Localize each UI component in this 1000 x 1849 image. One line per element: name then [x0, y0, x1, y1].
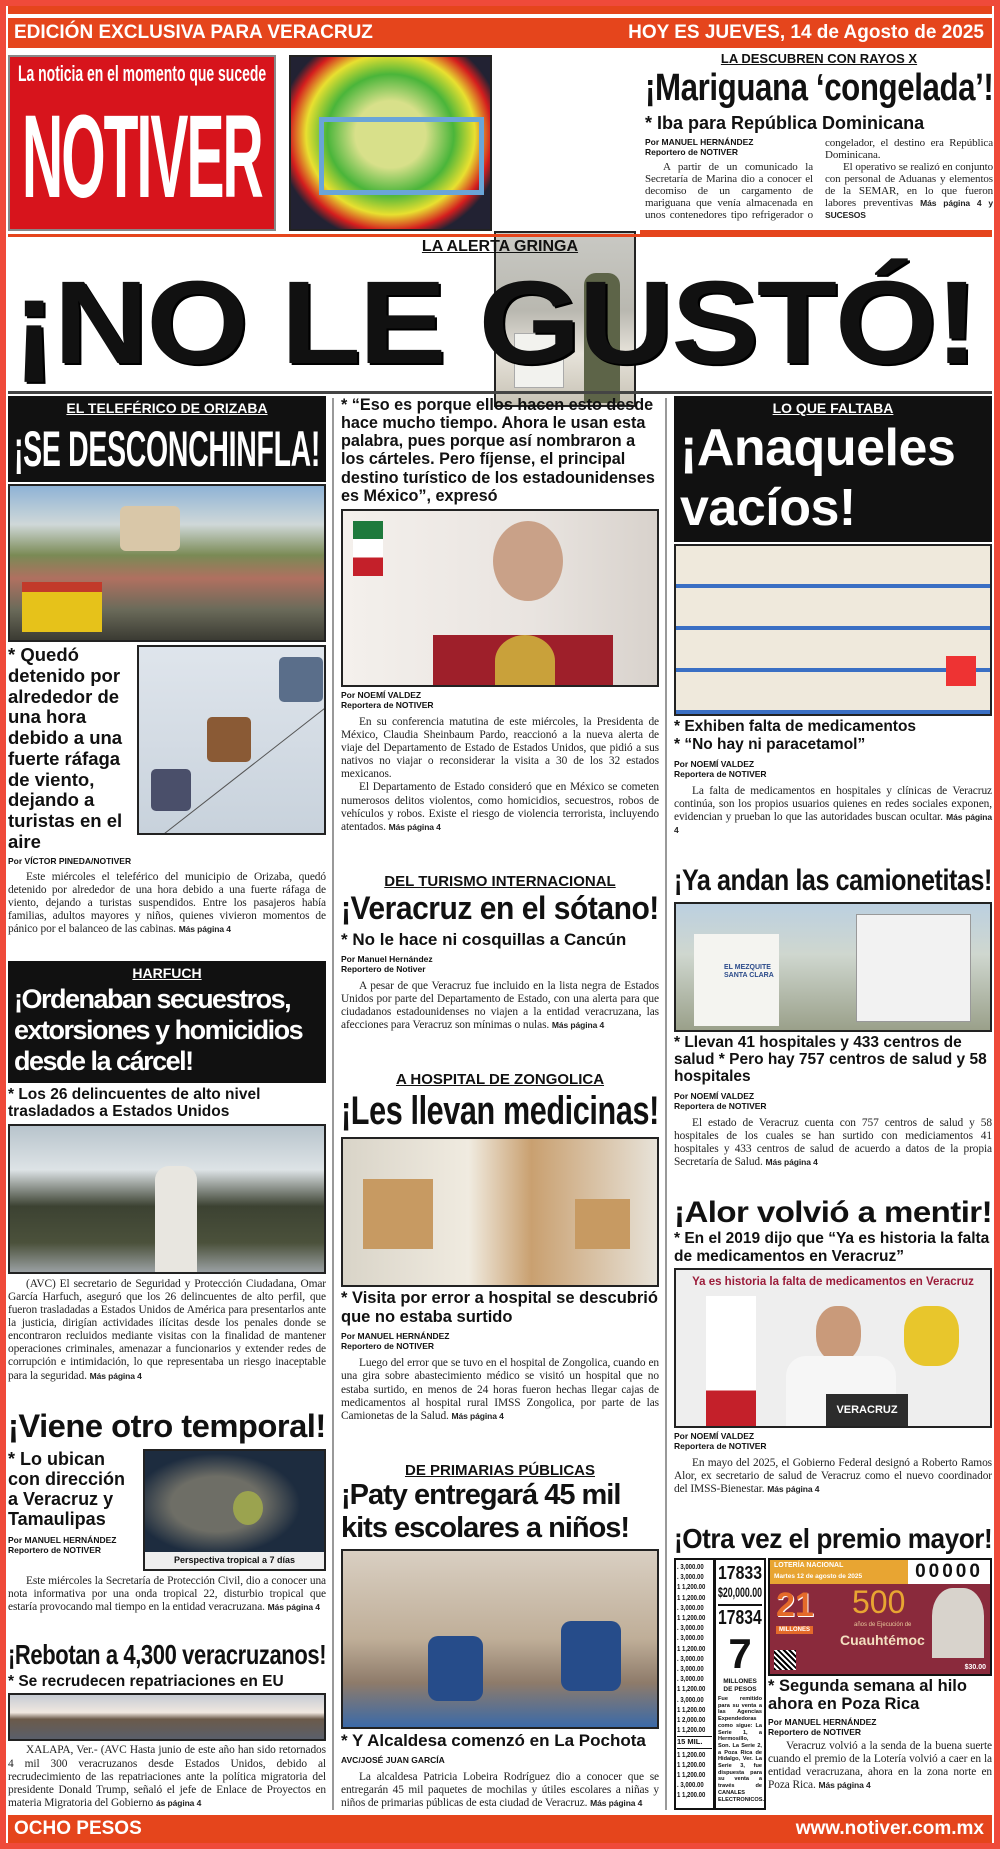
box — [363, 1179, 433, 1249]
footer-bar — [8, 1815, 992, 1843]
camionetitas-more-link[interactable]: Más página 4 — [765, 1157, 818, 1168]
empty-shelves-photo — [674, 544, 992, 716]
teleferico-kicker: EL TELEFÉRICO DE ORIZABA — [66, 400, 268, 416]
zongolica-byline: Por MANUEL HERNÁNDEZ — [341, 1331, 450, 1342]
turismo-body-text: A pesar de que Veracruz fue incluido en la lista negra de Estados Unidos por parte del Departamento de Estado, con una alerta para que ciudadanos estadounidenses no viajen a la entidad veracruzana, las afecciones para Veracruz son mínimas o nulas. — [341, 979, 659, 1032]
paty-kicker: DE PRIMARIAS PÚBLICAS — [404, 1461, 595, 1479]
teleferico-subhead: * Quedó detenido por alrededor de una hora debido a una fuerte ráfaga de viento, dejando a turistas en el aire — [8, 644, 123, 852]
sheinbaum-quote: * “Eso es porque ellos hacen esto desde hace mucho tiempo. Ahora le usan esta palabra, pues porque así nombraron a los cárteles. Pero fíjense, el principal destino turístico de los estadounidenses es México”, expresó — [341, 396, 655, 505]
anaqueles-subhead-2: * “No hay ni paracetamol” — [674, 735, 866, 753]
zongolica-photo — [341, 1137, 659, 1287]
lead-byline-role: Reportera de NOTIVER — [341, 699, 434, 710]
lead-body-2 — [341, 781, 659, 833]
lottery-result-row: . 3,000.00 — [677, 1653, 704, 1663]
detainee-figure — [155, 1166, 197, 1274]
temporal-subhead: * Lo ubican con dirección a Veracruz y Tamaulipas — [8, 1448, 126, 1529]
teleferico-photo — [8, 484, 326, 642]
gondola — [207, 717, 251, 762]
alor-byline-role: Reportera de NOTIVER — [674, 1440, 767, 1451]
lottery-result-row: . 3,000.00 — [677, 1561, 704, 1571]
disturbance-area — [233, 1491, 263, 1525]
anaqueles-header — [674, 396, 992, 542]
lottery-result-row: 1 1,200.00 — [677, 1684, 706, 1694]
harfuch-section — [8, 961, 326, 1383]
camionetitas-subhead: * Llevan 41 hospitales y 433 centros de salud * Pero hay 757 centros de salud y 58 hospitales — [674, 1033, 987, 1086]
truck — [856, 914, 971, 1022]
lottery-results — [677, 1562, 712, 1735]
red-box — [946, 656, 976, 686]
lottery-results-2 — [677, 1750, 712, 1801]
alor-headline[interactable]: ¡Alor volvió a mentir! — [674, 1195, 993, 1229]
alor-photo-caption: Ya es historia la falta de medicamentos en Veracruz — [692, 1275, 974, 1288]
cuauhtemoc-portrait — [932, 1588, 984, 1658]
xray-highlight — [319, 117, 484, 195]
lottery-results-list — [674, 1558, 714, 1810]
prize-2: 7 — [728, 1629, 752, 1677]
seal — [495, 635, 555, 687]
temporal-body-text: Este miércoles la Secretaría de Protección Civil, dio a conocer una nota informativa por una onda tropical 22, disturbio tropical que estaría provocando mal tiempo en la entidad veracruzana. — [8, 1574, 326, 1613]
turismo-byline: Por Manuel Hernández — [341, 953, 433, 964]
harfuch-subhead: * Los 26 delincuentes de alto nivel trasladados a Estados Unidos — [8, 1086, 261, 1121]
paty-photo — [341, 1549, 659, 1729]
harfuch-kicker: HARFUCH — [132, 965, 202, 982]
alor-body — [674, 1457, 992, 1496]
zongolica-more-link[interactable]: Más página 4 — [451, 1410, 504, 1421]
turismo-more-link[interactable]: Más página 4 — [551, 1020, 605, 1031]
ticket-draw-date: Martes 12 de agosto de 2025 — [774, 1572, 863, 1580]
rebotan-section — [8, 1639, 326, 1810]
lottery-result-row: 1 2,000.00 — [677, 1715, 706, 1725]
teleferico-byline: Por VÍCTOR PINEDA/NOTIVER — [8, 856, 132, 867]
lottery-result-row: . 3,000.00 — [677, 1602, 704, 1612]
lottery-ticket — [768, 1558, 992, 1676]
rebotan-headline[interactable]: ¡Rebotan a 4,300 veracruzanos! — [8, 1638, 327, 1670]
cable-station — [120, 506, 180, 551]
premio-body — [768, 1740, 992, 1792]
top-story-headline[interactable]: ¡Mariguana ‘congelada’! — [645, 66, 994, 109]
temporal-body — [8, 1575, 326, 1614]
temporal-byline: Por MANUEL HERNÁNDEZ — [8, 1535, 117, 1546]
tropical-map — [143, 1449, 326, 1571]
top-stripe — [8, 6, 992, 14]
flag — [353, 521, 383, 576]
camionetitas-headline[interactable]: ¡Ya andan las camionetitas! — [674, 864, 992, 898]
rebotan-subhead: * Se recrudecen repatriaciones en EU — [8, 1673, 284, 1691]
face — [493, 521, 563, 601]
premio-byline: Por MANUEL HERNÁNDEZ — [768, 1716, 877, 1727]
zongolica-headline[interactable]: ¡Les llevan medicinas! — [341, 1089, 659, 1134]
lead-byline: Por NOEMÍ VALDEZ — [341, 689, 422, 700]
anaqueles-subhead-1: * Exhiben falta de medicamentos — [674, 718, 917, 736]
lottery-result-row: 1 1,200.00 — [677, 1592, 706, 1602]
lottery-result-row: . 3,000.00 — [677, 1694, 704, 1704]
lottery-result-row: 1 1,200.00 — [677, 1790, 706, 1800]
alor-section — [674, 1196, 992, 1497]
camionetitas-byline-role: Reportera de NOTIVER — [674, 1100, 767, 1111]
logo-tagline: La noticia en el momento que sucede — [18, 61, 267, 86]
left-column — [8, 396, 326, 1810]
teleferico-more-link[interactable]: Más página 4 — [178, 923, 231, 934]
lottery-result-row: 1 1,200.00 — [677, 1759, 706, 1769]
zongolica-section — [341, 1071, 659, 1423]
teleferico-row — [8, 645, 326, 866]
turismo-body — [341, 980, 659, 1032]
headline-rule — [8, 391, 992, 394]
lottery-result-row: 1 1,200.00 — [677, 1613, 706, 1622]
lottery-result-row: . 3,000.00 — [677, 1664, 704, 1674]
lottery-result-row: . 3,000.00 — [677, 1623, 704, 1633]
top-story-byline-role: Reportero de NOTIVER — [645, 146, 739, 157]
top-story-more-link[interactable]: Más página 4 y SUCESOS — [825, 198, 993, 221]
premio-subhead: * Segunda semana al hilo ahora en Poza Rica — [768, 1676, 967, 1714]
rebotan-body-text: XALAPA, Ver.- (AVC Hasta junio de este año han sido retornados 4 mil 300 veracruzanos desde Estados Unidos, debido al recrudecimiento de las repatriaciones ante la política migratoria del presidente Donald Trump, señaló el jefe de Enlace de Proyectos en materia Migratoria del Gobierno — [8, 1744, 326, 1809]
logo[interactable] — [8, 55, 276, 231]
sheinbaum-photo — [341, 509, 659, 687]
harfuch-header — [8, 961, 326, 1083]
lead-body-2-text: El Departamento de Estado consideró que en México se cometen numerosos delitos violentos, como homicidios, secuestros, robos de vehículos y robos. Existe el riesgo de violencia terrorista, incluyendo atentados. — [341, 781, 659, 833]
camionetitas-body-text: El estado de Veracruz cuenta con 757 centros de salud y 58 hospitales de los cuales se han surtido con mediciamentos 41 hospitales y 433 centros de salud de acuerdo a datos de la propia Secretaría de Salud. — [674, 1116, 992, 1169]
backpack — [561, 1621, 621, 1691]
ticket-anniversary-text: años de Ejecución de — [854, 1621, 912, 1628]
teleferico-body-text: Este miércoles el teleférico del municipio de Orizaba, quedó detenido por alrededor de una hora debido a una fuerte ráfaga de viento, dejando a turistas suspendidos. Entre los pasajeros había familias, adultos mayores y niños, quienes vivieron momentos de pánico por el balanceo de las cabinas. — [8, 870, 326, 935]
paty-body — [341, 1771, 659, 1810]
alor-subhead: * En el 2019 dijo que “Ya es historia la falta de medicamentos en Veracruz” — [674, 1230, 990, 1265]
lottery-section-label: 15 MIL. — [677, 1736, 712, 1748]
top-story-body-2 — [825, 161, 993, 221]
premio-more-link[interactable]: Más página 4 — [818, 1780, 871, 1791]
temporal-subhead-block — [8, 1449, 138, 1571]
teleferico-subhead-block — [8, 645, 133, 866]
ticket-anniversary-number: 500 — [852, 1583, 906, 1620]
qr-code-icon — [774, 1650, 796, 1670]
lead-section — [341, 396, 659, 834]
ticket-anniversary-name: Cuauhtémoc — [840, 1631, 925, 1648]
edition-bar — [8, 18, 992, 48]
zongolica-byline-role: Reportero de NOTIVER — [341, 1341, 435, 1352]
premio-body-text: Veracruz volvió a la senda de la buena suerte cuando el premio de la Lotería volvió a caer en la entidad veracruzana, ahora en la zona norte en Poza Rica. — [768, 1739, 992, 1792]
turismo-section — [341, 873, 659, 1033]
lottery-result-row: . 3,000.00 — [677, 1572, 704, 1582]
column-divider — [332, 398, 334, 1810]
harfuch-photo — [8, 1124, 326, 1274]
premio-section — [674, 1523, 992, 1810]
camionetitas-byline: Por NOEMÍ VALDEZ — [674, 1090, 755, 1101]
paty-headline[interactable]: ¡Paty entregará 45 mil kits escolares a niños! — [341, 1478, 630, 1545]
alor-more-link[interactable]: Más página 4 — [767, 1484, 820, 1495]
box — [575, 1199, 630, 1249]
top-story-columns — [645, 137, 993, 222]
lead-body-1: En su conferencia matutina de este miércoles, la Presidenta de México, Claudia Sheinbaum Pardo, reaccionó a la nueva alerta de viaje del Departamento de Estado de Estados Unidos, que pidió a sus nativos no viajar o reconsiderar la visita a 30 de los 32 estados mexicanos. — [341, 715, 659, 781]
lead-more-link[interactable]: Más página 4 — [388, 821, 441, 832]
alor-photo — [674, 1268, 992, 1428]
camionetitas-body — [674, 1117, 992, 1169]
gondola — [151, 769, 191, 811]
premio-headline[interactable]: ¡Otra vez el premio mayor! — [674, 1522, 993, 1554]
ticket-jackpot: 21 — [776, 1585, 814, 1624]
harfuch-more-link[interactable]: Más página 4 — [89, 1370, 142, 1381]
ticket-price: $30.00 — [964, 1663, 986, 1671]
temporal-more-link[interactable]: Más página 4 — [267, 1601, 320, 1612]
clinic-sign: EL MEZQUITE SANTA CLARA — [694, 934, 779, 1026]
yellow-building — [22, 582, 102, 632]
lottery-result-row: . 3,000.00 — [677, 1674, 704, 1684]
zongolica-kicker: A HOSPITAL DE ZONGOLICA — [395, 1071, 605, 1089]
top-story-body-text: El operativo se realizó en conjunto con personal de Aduanas y elementos de la SEMAR, en lo que fueron labores preventivas — [825, 160, 993, 210]
lottery-result-row: 1 1,200.00 — [677, 1770, 706, 1780]
anaqueles-more-link[interactable]: Más página 4 — [674, 812, 992, 836]
ticket-number: 00000 — [908, 1560, 990, 1584]
teleferico-section — [8, 396, 326, 936]
winning-number-1: 17833 — [718, 1562, 763, 1583]
edition-label: EDICIÓN EXCLUSIVA PARA VERACRUZ — [14, 22, 373, 43]
top-story-subhead: * Iba para República Dominicana — [645, 112, 925, 133]
harfuch-body — [8, 1278, 326, 1383]
middle-column — [341, 396, 659, 1810]
main-kicker: LA ALERTA GRINGA — [421, 238, 579, 255]
turismo-headline[interactable]: ¡Veracruz en el sótano! — [341, 889, 659, 926]
zongolica-body — [341, 1357, 659, 1423]
paty-byline: AVC/JOSÉ JUAN GARCÍA — [341, 1754, 445, 1765]
temporal-byline-role: Reportero de NOTIVER — [8, 1545, 102, 1556]
ticket-brand: LOTERÍA NACIONAL — [774, 1561, 844, 1569]
lottery-right — [766, 1558, 992, 1810]
podium-label: VERACRUZ — [826, 1394, 908, 1426]
gondola-photo — [137, 645, 326, 835]
camionetitas-section — [674, 864, 992, 1169]
top-story — [645, 52, 993, 221]
price-label: OCHO PESOS — [14, 1818, 142, 1839]
lottery-result-row: . 3,000.00 — [677, 1780, 704, 1790]
veracruz-shield — [904, 1306, 959, 1366]
temporal-section — [8, 1408, 326, 1614]
logo-name: NOTIVER — [22, 91, 262, 223]
temporal-headline[interactable]: ¡Viene otro temporal! — [8, 1407, 326, 1444]
top-story-kicker: LA DESCUBREN CON RAYOS X — [720, 51, 918, 66]
lottery-winners — [714, 1558, 766, 1810]
lottery-block — [674, 1558, 992, 1810]
lottery-result-row: 1 1,200.00 — [677, 1725, 706, 1735]
premio-byline-role: Reportero de NOTIVER — [768, 1726, 862, 1737]
alor-byline: Por NOEMÍ VALDEZ — [674, 1430, 755, 1441]
column-divider — [665, 398, 667, 1810]
zongolica-subhead: * Visita por error a hospital se descubrió que no estaba surtido — [341, 1289, 658, 1326]
lottery-result-row: 1 1,200.00 — [677, 1582, 706, 1592]
rebotan-more-link[interactable]: ás página 4 — [156, 1797, 202, 1808]
harfuch-headline[interactable]: ¡Ordenaban secuestros, extorsiones y homicidios desde la cárcel! — [14, 983, 303, 1076]
xray-photo — [289, 55, 492, 231]
right-column — [674, 396, 992, 1810]
repatriation-photo — [8, 1693, 326, 1741]
winning-number-2: 17834 — [718, 1606, 762, 1629]
turismo-kicker: DEL TURISMO INTERNACIONAL — [384, 872, 616, 890]
teleferico-headline[interactable]: ¡SE DESCONCHINFLA! — [14, 420, 321, 477]
paty-body-text: La alcaldesa Patricia Lobeira Rodríguez dio a conocer que se entregarán 45 mil paquetes de mochilas y útiles escolares a niñas y niños de primarias públicas de esta ciudad de Veracruz. — [341, 1770, 659, 1809]
lottery-result-row: 1 1,200.00 — [677, 1749, 706, 1759]
teleferico-header — [8, 396, 326, 482]
zongolica-body-text: Luego del error que se tuvo en el hospital de Zongolica, cuando en una gira sobre abastecimiento médico se visitó un hospital que no estaba surtido, en menos de 24 horas fueron hechas llegar cajas de medicamentos al hospital rural IMSS Zongolica, por parte de las Camionetas de la Salud. — [341, 1357, 659, 1422]
lottery-result-row: 1 1,200.00 — [677, 1704, 706, 1714]
top-story-body: A partir de un comunicado la Secretaría de Marina dio a conocer el decomiso de un cargamento de mariguana que venía almacenada en unos contenedores tipo refrigerador o congelador, el destino era República Dominicana. — [645, 136, 993, 222]
harfuch-body-text: (AVC) El secretario de Seguridad y Protección Ciudadana, Omar García Harfuch, aseguró que los 26 delincuentes de alto perfil, que fueron trasladadas a Estados Unidos de América para presentarlos ante la justicia, dirigían actividades ilícitas desde los penales donde se encontraron recluidos mediante visitas con la finalidad de mantener operaciones criminales, amenazar a funcionarios y extender redes de corrupción e intimidación, lo que representaba un riesgo inaceptable para la seguridad. — [8, 1277, 326, 1382]
lottery-note: Fue remitido para su venta a las Agencias Expendedoras como sigue: La Serie 1, a Hermosillo, Son. La Serie 2, a Poza Rica de Hidalgo, Ver. La Serie 3, fue dispuesta para su venta a través de CANALES ELECTRONICOS. — [718, 1695, 764, 1803]
top-story-byline: Por MANUEL HERNÁNDEZ — [645, 136, 754, 147]
temporal-row — [8, 1449, 326, 1571]
face — [816, 1306, 861, 1361]
date-label: HOY ES JUEVES, 14 de Agosto de 2025 — [628, 22, 984, 43]
paty-section — [341, 1462, 659, 1810]
prize-1: $20,000.00 — [718, 1583, 763, 1600]
rebotan-body — [8, 1744, 326, 1810]
alor-body-text: En mayo del 2025, el Gobierno Federal designó a Roberto Ramos Alor, ex secretario de salud de Veracruz como el nuevo coordinador del IMSS-Bienestar. — [674, 1456, 992, 1496]
anaqueles-kicker: LO QUE FALTABA — [772, 400, 894, 416]
anaqueles-headline[interactable]: ¡Anaqueles vacíos! — [680, 418, 956, 537]
main-headline-wrap — [12, 257, 977, 389]
main-headline[interactable]: ¡NO LE GUSTÓ! — [12, 257, 977, 389]
ticket-jackpot-unit: MILLONES — [776, 1626, 813, 1634]
map-caption: Perspectiva tropical a 7 días — [145, 1552, 324, 1569]
paty-more-link[interactable]: Más página 4 — [590, 1797, 643, 1808]
website-link[interactable]: www.notiver.com.mx — [795, 1818, 984, 1839]
anaqueles-byline-role: Reportera de NOTIVER — [674, 769, 767, 780]
gondola — [279, 657, 323, 702]
anaqueles-section — [674, 396, 992, 838]
turismo-subhead: * No le hace ni cosquillas a Cancún — [341, 929, 627, 949]
flag — [706, 1296, 756, 1428]
anaqueles-byline: Por NOEMÍ VALDEZ — [674, 759, 755, 770]
anaqueles-body-text: La falta de medicamentos en hospitales y clínicas de Veracruz continúa, son los propios usuarios quienes en redes sociales exponen, evidencian y prueban lo que las autoridades buscan ocultar. — [674, 785, 992, 824]
paty-subhead: * Y Alcaldesa comenzó en La Pochota — [341, 1730, 646, 1750]
camionetitas-photo — [674, 902, 992, 1032]
lottery-result-row: 1 1,200.00 — [677, 1643, 706, 1653]
teleferico-body — [8, 871, 326, 937]
prize-2-unit: MILLONES DE PESOS — [723, 1677, 757, 1693]
backpack — [428, 1636, 483, 1701]
anaqueles-body — [674, 785, 992, 837]
lottery-result-row: . 3,000.00 — [677, 1633, 704, 1643]
masthead-rule — [8, 234, 992, 237]
turismo-byline-role: Reportero de Notiver — [341, 963, 426, 974]
